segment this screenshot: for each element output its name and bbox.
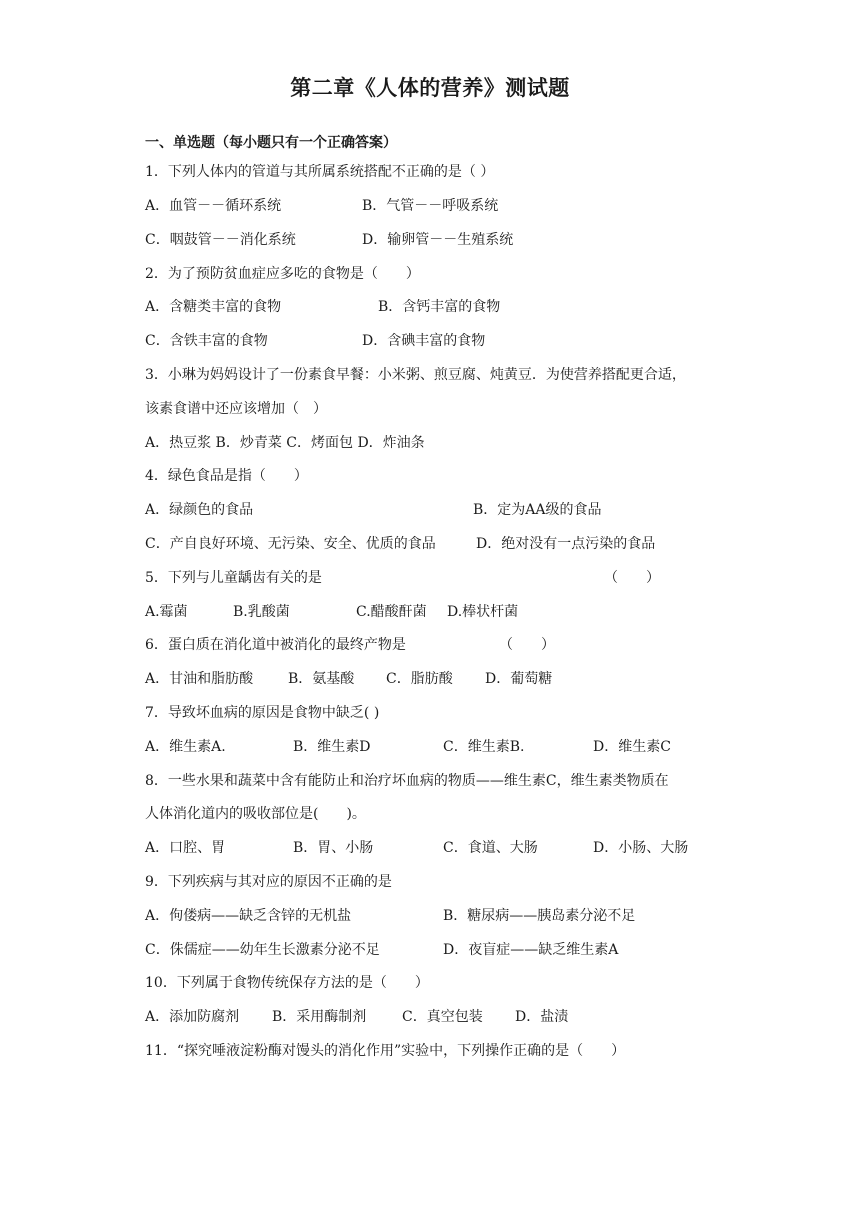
question-1-stem: 1．下列人体内的管道与其所属系统搭配不正确的是（ ） [145, 164, 495, 180]
section-heading: 一、单选题（每小题只有一个正确答案） [145, 135, 397, 151]
question-4-option-d: D．绝对没有一点污染的食品 [476, 536, 656, 552]
question-3-options: A．热豆浆 B．炒青菜 C．烤面包 D．炸油条 [145, 435, 425, 451]
question-7-option-a: A．维生素A. [145, 739, 226, 755]
question-7-option-b: B．维生素D [293, 739, 371, 755]
question-8-stem-line-2: 人体消化道内的吸收部位是( )。 [145, 806, 366, 822]
question-8-option-c: C．食道、大肠 [443, 840, 538, 856]
question-5-option-d: D.棒状杆菌 [447, 604, 519, 620]
question-2-option-a: A．含糖类丰富的食物 [145, 299, 282, 315]
page-title: 第二章《人体的营养》测试题 [290, 76, 570, 100]
question-11-stem: 11．“探究唾液淀粉酶对馒头的消化作用”实验中，下列操作正确的是（ ） [145, 1043, 626, 1059]
question-2-option-b: B．含钙丰富的食物 [378, 299, 501, 315]
question-6-answer-blank: （ ） [499, 637, 555, 653]
question-8-option-a: A．口腔、胃 [145, 840, 226, 856]
question-5-stem: 5．下列与儿童龋齿有关的是 [145, 570, 322, 586]
question-3-stem-line-2: 该素食谱中还应该增加（ ） [145, 401, 327, 417]
question-10-option-b: B．采用酶制剂 [272, 1009, 367, 1025]
question-10-option-c: C．真空包装 [402, 1009, 483, 1025]
question-2-option-c: C．含铁丰富的食物 [145, 333, 268, 349]
question-8-option-d: D．小肠、大肠 [593, 840, 689, 856]
question-7-stem: 7．导致坏血病的原因是食物中缺乏( ) [145, 705, 380, 721]
question-1-option-a: A．血管－－循环系统 [145, 198, 282, 214]
question-6-option-a: A．甘油和脂肪酸 [145, 671, 254, 687]
question-5-option-a: A.霉菌 [145, 604, 188, 620]
question-10-stem: 10．下列属于食物传统保存方法的是（ ） [145, 975, 429, 991]
question-7-option-d: D．维生素C [593, 739, 671, 755]
question-2-option-d: D．含碘丰富的食物 [362, 333, 486, 349]
question-1-option-c: C．咽鼓管－－消化系统 [145, 232, 296, 248]
question-4-option-c: C．产自良好环境、无污染、安全、优质的食品 [145, 536, 436, 552]
question-2-stem: 2．为了预防贫血症应多吃的食物是（ ） [145, 266, 420, 282]
question-9-option-a: A．佝偻病——缺乏含锌的无机盐 [145, 908, 352, 924]
question-1-option-b: B．气管－－呼吸系统 [362, 198, 499, 214]
question-10-option-d: D．盐渍 [515, 1009, 569, 1025]
question-4-option-a: A．绿颜色的食品 [145, 502, 254, 518]
question-8-option-b: B．胃、小肠 [293, 840, 374, 856]
question-6-option-c: C．脂肪酸 [386, 671, 453, 687]
question-3-stem-line-1: 3．小琳为妈妈设计了一份素食早餐：小米粥、煎豆腐、炖黄豆．为使营养搭配更合适， [145, 367, 686, 383]
question-1-option-d: D．输卵管－－生殖系统 [362, 232, 514, 248]
question-5-option-b: B.乳酸菌 [233, 604, 290, 620]
question-6-stem: 6．蛋白质在消化道中被消化的最终产物是 [145, 637, 406, 653]
question-9-option-d: D．夜盲症——缺乏维生素A [443, 942, 619, 958]
question-9-stem: 9．下列疾病与其对应的原因不正确的是 [145, 874, 392, 890]
question-5-option-c: C.醋酸酐菌 [356, 604, 427, 620]
question-4-stem: 4．绿色食品是指（ ） [145, 468, 308, 484]
question-6-option-b: B．氨基酸 [288, 671, 355, 687]
question-7-option-c: C．维生素B. [443, 739, 525, 755]
question-8-stem-line-1: 8．一些水果和蔬菜中含有能防止和治疗坏血病的物质——维生素C，维生素类物质在 [145, 773, 669, 789]
question-6-option-d: D．葡萄糖 [485, 671, 553, 687]
question-4-option-b: B．定为AA级的食品 [473, 502, 602, 518]
question-9-option-b: B．糖尿病——胰岛素分泌不足 [443, 908, 636, 924]
question-10-option-a: A．添加防腐剂 [145, 1009, 240, 1025]
question-9-option-c: C．侏儒症——幼年生长激素分泌不足 [145, 942, 380, 958]
question-5-answer-blank: （ ） [604, 570, 660, 586]
